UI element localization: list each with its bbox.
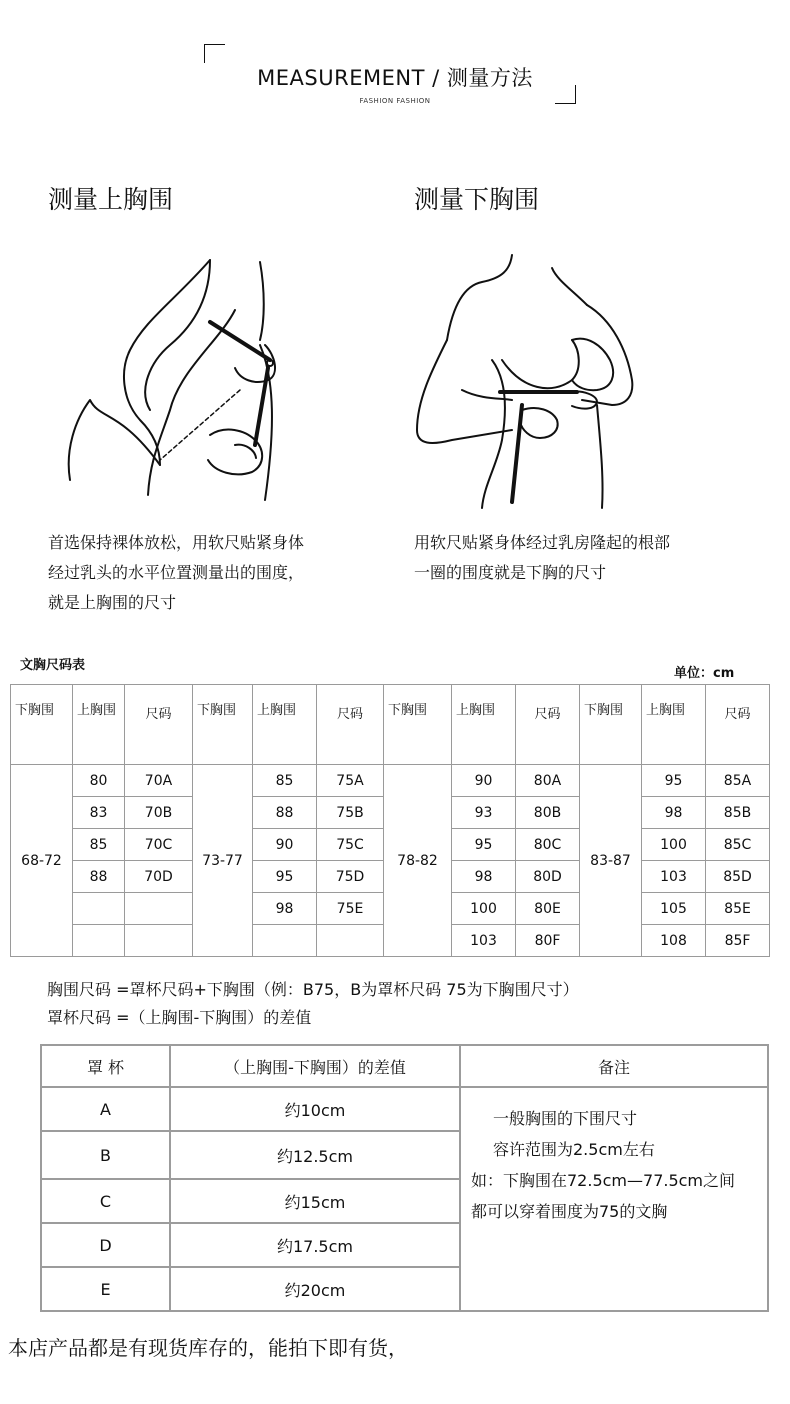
upper-bust-cell — [73, 925, 125, 957]
size-cell: 85F — [706, 925, 770, 957]
cup-cell: A — [41, 1087, 170, 1131]
difference-header: （上胸围-下胸围）的差值 — [170, 1045, 460, 1087]
size-table-header: 尺码 — [516, 685, 580, 765]
size-table-unit: 单位：cm — [674, 666, 735, 681]
size-cell: 75B — [317, 797, 384, 829]
under-bust-range-cell: 68-72 — [11, 765, 73, 957]
under-bust-range-cell: 83-87 — [580, 765, 642, 957]
upper-bust-cell: 85 — [253, 765, 317, 797]
formula-line: 胸围尺码 =罩杯尺码+下胸围（例：B75，B为罩杯尺码 75为下胸围尺寸） — [47, 980, 579, 999]
corner-bracket-top-left — [204, 44, 225, 63]
size-table-header: 下胸围 — [580, 685, 642, 765]
size-cell: 70A — [125, 765, 193, 797]
formula-text — [47, 976, 579, 1032]
stock-notice: 本店产品都是有现货库存的，能拍下即有货， — [8, 1336, 408, 1360]
under-bust-range-cell: 78-82 — [384, 765, 452, 957]
upper-bust-cell: 98 — [642, 797, 706, 829]
note-header: 备注 — [460, 1045, 768, 1087]
upper-bust-cell — [73, 893, 125, 925]
difference-cell: 约20cm — [170, 1267, 460, 1311]
difference-cell: 约17.5cm — [170, 1223, 460, 1267]
size-cell: 80E — [516, 893, 580, 925]
size-cell: 75C — [317, 829, 384, 861]
size-cell: 80C — [516, 829, 580, 861]
size-cell: 75E — [317, 893, 384, 925]
section-title-under-bust: 测量下胸围 — [414, 185, 540, 214]
upper-bust-cell: 108 — [642, 925, 706, 957]
upper-bust-cell: 80 — [73, 765, 125, 797]
size-cell: 75D — [317, 861, 384, 893]
size-cell: 85E — [706, 893, 770, 925]
size-table-header: 下胸围 — [193, 685, 253, 765]
note-line: 容许范围为2.5cm左右 — [493, 1140, 655, 1159]
size-table-header: 尺码 — [706, 685, 770, 765]
cup-difference-table — [40, 1044, 769, 1312]
size-cell — [125, 893, 193, 925]
size-table-header: 上胸围 — [253, 685, 317, 765]
cup-cell: C — [41, 1179, 170, 1223]
corner-bracket-bottom-right — [555, 85, 576, 104]
size-cell: 85C — [706, 829, 770, 861]
size-cell: 70B — [125, 797, 193, 829]
upper-bust-cell: 95 — [253, 861, 317, 893]
bra-size-table — [10, 684, 770, 957]
upper-bust-cell: 98 — [452, 861, 516, 893]
upper-bust-cell: 93 — [452, 797, 516, 829]
desc-line: 首选保持裸体放松，用软尺贴紧身体 — [48, 533, 305, 552]
cup-cell: D — [41, 1223, 170, 1267]
cup-cell: E — [41, 1267, 170, 1311]
size-cell: 85B — [706, 797, 770, 829]
size-table-header: 尺码 — [125, 685, 193, 765]
size-cell: 80A — [516, 765, 580, 797]
difference-cell: 约10cm — [170, 1087, 460, 1131]
size-cell: 70C — [125, 829, 193, 861]
page-subtitle: FASHION FASHION — [359, 97, 431, 105]
note-cell — [460, 1087, 768, 1311]
desc-line: 经过乳头的水平位置测量出的围度， — [48, 563, 305, 582]
size-table-header: 下胸围 — [11, 685, 73, 765]
size-cell — [125, 925, 193, 957]
upper-bust-cell: 100 — [642, 829, 706, 861]
upper-bust-cell: 105 — [642, 893, 706, 925]
size-cell: 70D — [125, 861, 193, 893]
upper-bust-cell: 88 — [253, 797, 317, 829]
size-cell: 80D — [516, 861, 580, 893]
cup-header: 罩 杯 — [41, 1045, 170, 1087]
upper-bust-description — [48, 528, 304, 618]
size-table-header: 下胸围 — [384, 685, 452, 765]
cup-cell: B — [41, 1131, 170, 1179]
upper-bust-cell: 103 — [452, 925, 516, 957]
size-table-header: 上胸围 — [642, 685, 706, 765]
size-cell: 85D — [706, 861, 770, 893]
desc-line: 就是上胸围的尺寸 — [48, 593, 177, 612]
note-line: 如：下胸围在72.5cm—77.5cm之间 — [471, 1171, 736, 1190]
note-line: 一般胸围的下围尺寸 — [493, 1109, 638, 1128]
formula-line: 罩杯尺码 =（上胸围-下胸围）的差值 — [47, 1008, 312, 1027]
size-table-header: 尺码 — [317, 685, 384, 765]
size-table-header: 上胸围 — [73, 685, 125, 765]
under-bust-range-cell: 73-77 — [193, 765, 253, 957]
size-cell: 85A — [706, 765, 770, 797]
upper-bust-cell: 90 — [253, 829, 317, 861]
under-bust-measure-illustration — [412, 250, 652, 512]
size-table-header: 上胸围 — [452, 685, 516, 765]
upper-bust-cell: 90 — [452, 765, 516, 797]
size-cell: 80F — [516, 925, 580, 957]
desc-line: 一圈的围度就是下胸的尺寸 — [414, 563, 607, 582]
upper-bust-cell: 83 — [73, 797, 125, 829]
upper-bust-cell — [253, 925, 317, 957]
upper-bust-cell: 85 — [73, 829, 125, 861]
upper-bust-cell: 95 — [452, 829, 516, 861]
desc-line: 用软尺贴紧身体经过乳房隆起的根部 — [414, 533, 671, 552]
upper-bust-cell: 98 — [253, 893, 317, 925]
upper-bust-cell: 88 — [73, 861, 125, 893]
page-title: MEASUREMENT / 测量方法 — [257, 66, 533, 90]
upper-bust-cell: 95 — [642, 765, 706, 797]
upper-bust-cell: 103 — [642, 861, 706, 893]
difference-cell: 约12.5cm — [170, 1131, 460, 1179]
size-cell: 80B — [516, 797, 580, 829]
size-table-title: 文胸尺码表 — [20, 658, 86, 673]
upper-bust-cell: 100 — [452, 893, 516, 925]
upper-bust-measure-illustration — [60, 250, 360, 502]
difference-cell: 约15cm — [170, 1179, 460, 1223]
section-title-upper-bust: 测量上胸围 — [48, 185, 174, 214]
under-bust-description — [414, 528, 670, 588]
note-line: 都可以穿着围度为75的文胸 — [471, 1202, 668, 1221]
size-cell — [317, 925, 384, 957]
size-cell: 75A — [317, 765, 384, 797]
